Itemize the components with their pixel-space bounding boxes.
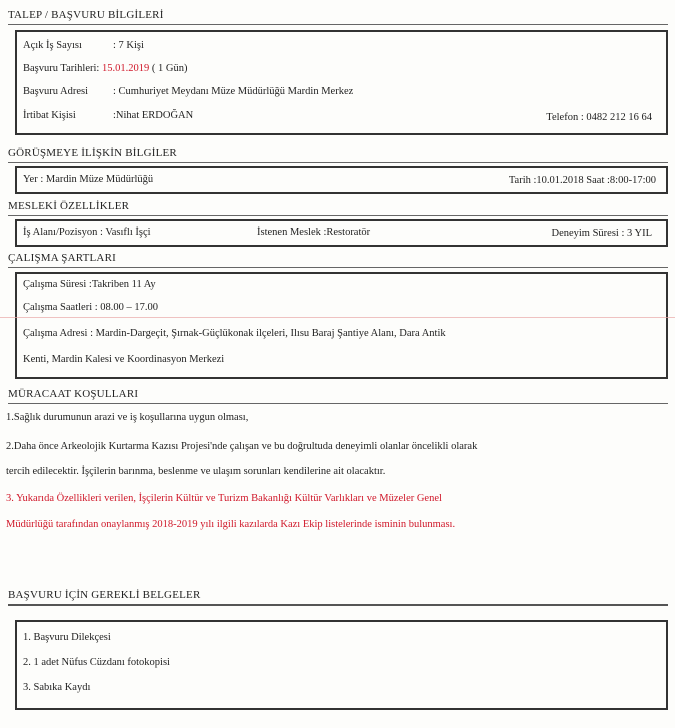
calisma-box <box>15 272 668 379</box>
acik-is-value: : 7 Kişi <box>113 40 144 51</box>
basvuru-tarih-label: Başvuru Tarihleri: <box>23 63 100 74</box>
basvuru-adres-label: Başvuru Adresi <box>23 86 89 97</box>
basvuru-tarih-suffix: ( 1 Gün) <box>151 63 188 74</box>
section-title-talep: TALEP / BAŞVURU BİLGİLERİ <box>8 6 668 25</box>
gorusme-box <box>15 166 668 194</box>
calisma-adresi-2: Kenti, Mardin Kalesi ve Koordinasyon Merkezi <box>23 354 225 365</box>
gorusme-tarih-saat: Tarih :10.01.2018 Saat :8:00-17:00 <box>508 175 656 186</box>
kosul-3-line-1: 3. Yukarıda Özellikleri verilen, İşçilerin Kültür ve Turizm Bakanlığı Kültür Varlıkları ve Müzeler Genel <box>6 493 442 504</box>
belge-item-3: 3. Sabıka Kaydı <box>23 682 91 693</box>
acik-is-label: Açık İş Sayısı <box>23 40 82 51</box>
section-title-gorusme: GÖRÜŞMEYE İLİŞKİN BİLGİLER <box>8 144 668 163</box>
section-title-belgeler: BAŞVURU İÇİN GEREKLİ BELGELER <box>8 586 668 606</box>
basvuru-tarih-value: 15.01.2019 <box>101 63 150 74</box>
calisma-adresi-1: Çalışma Adresi : Mardin-Dargeçit, Şırnak-Güçlükonak ilçeleri, Ilısu Baraj Şantiye Alanı, Dara Antik <box>23 328 446 339</box>
section-title-muracaat: MÜRACAAT KOŞULLARI <box>8 385 668 404</box>
calisma-saatleri: Çalışma Saatleri : 08.00 – 17.00 <box>23 302 159 313</box>
istenen-meslek: İstenen Meslek :Restoratör <box>257 227 371 238</box>
irtibat-value: :Nihat ERDOĞAN <box>113 110 194 121</box>
gorusme-yer: Yer : Mardin Müze Müdürlüğü <box>23 174 154 185</box>
calisma-suresi: Çalışma Süresi :Takriben 11 Ay <box>23 279 156 290</box>
kosul-2-line-2: tercih edilecektir. İşçilerin barınma, beslenme ve ulaşım sorunları kendilerine ait olacaktır. <box>6 466 386 477</box>
kosul-2-line-1: 2.Daha önce Arkeolojik Kurtarma Kazısı Projesi'nde çalışan ve bu doğrultuda deneyimli olanlar öncelikli olarak <box>6 441 478 452</box>
irtibat-label: İrtibat Kişisi <box>23 110 76 121</box>
talep-box <box>15 30 668 135</box>
telefon: Telefon : 0482 212 16 64 <box>546 112 652 123</box>
faint-rule <box>0 317 675 318</box>
deneyim-suresi: Deneyim Süresi : 3 YIL <box>551 228 652 239</box>
kosul-3-line-2: Müdürlüğü tarafından onaylanmış 2018-2019 yılı ilgili kazılarda Kazı Ekip listelerinde isminin bulunması. <box>6 519 456 530</box>
section-title-mesleki: MESLEKİ ÖZELLİKLER <box>8 197 668 216</box>
belge-item-2: 2. 1 adet Nüfus Cüzdanı fotokopisi <box>23 657 170 668</box>
kosul-1: 1.Sağlık durumunun arazi ve iş koşullarına uygun olması, <box>6 412 249 423</box>
basvuru-tarih-row <box>23 63 187 74</box>
basvuru-adres-value: : Cumhuriyet Meydanı Müze Müdürlüğü Mardin Merkez <box>113 86 354 97</box>
belge-item-1: 1. Başvuru Dilekçesi <box>23 632 111 643</box>
section-title-calisma: ÇALIŞMA ŞARTLARI <box>8 249 668 268</box>
belgeler-box <box>15 620 668 710</box>
is-alani: İş Alanı/Pozisyon : Vasıflı İşçi <box>23 227 151 238</box>
mesleki-box <box>15 219 668 247</box>
